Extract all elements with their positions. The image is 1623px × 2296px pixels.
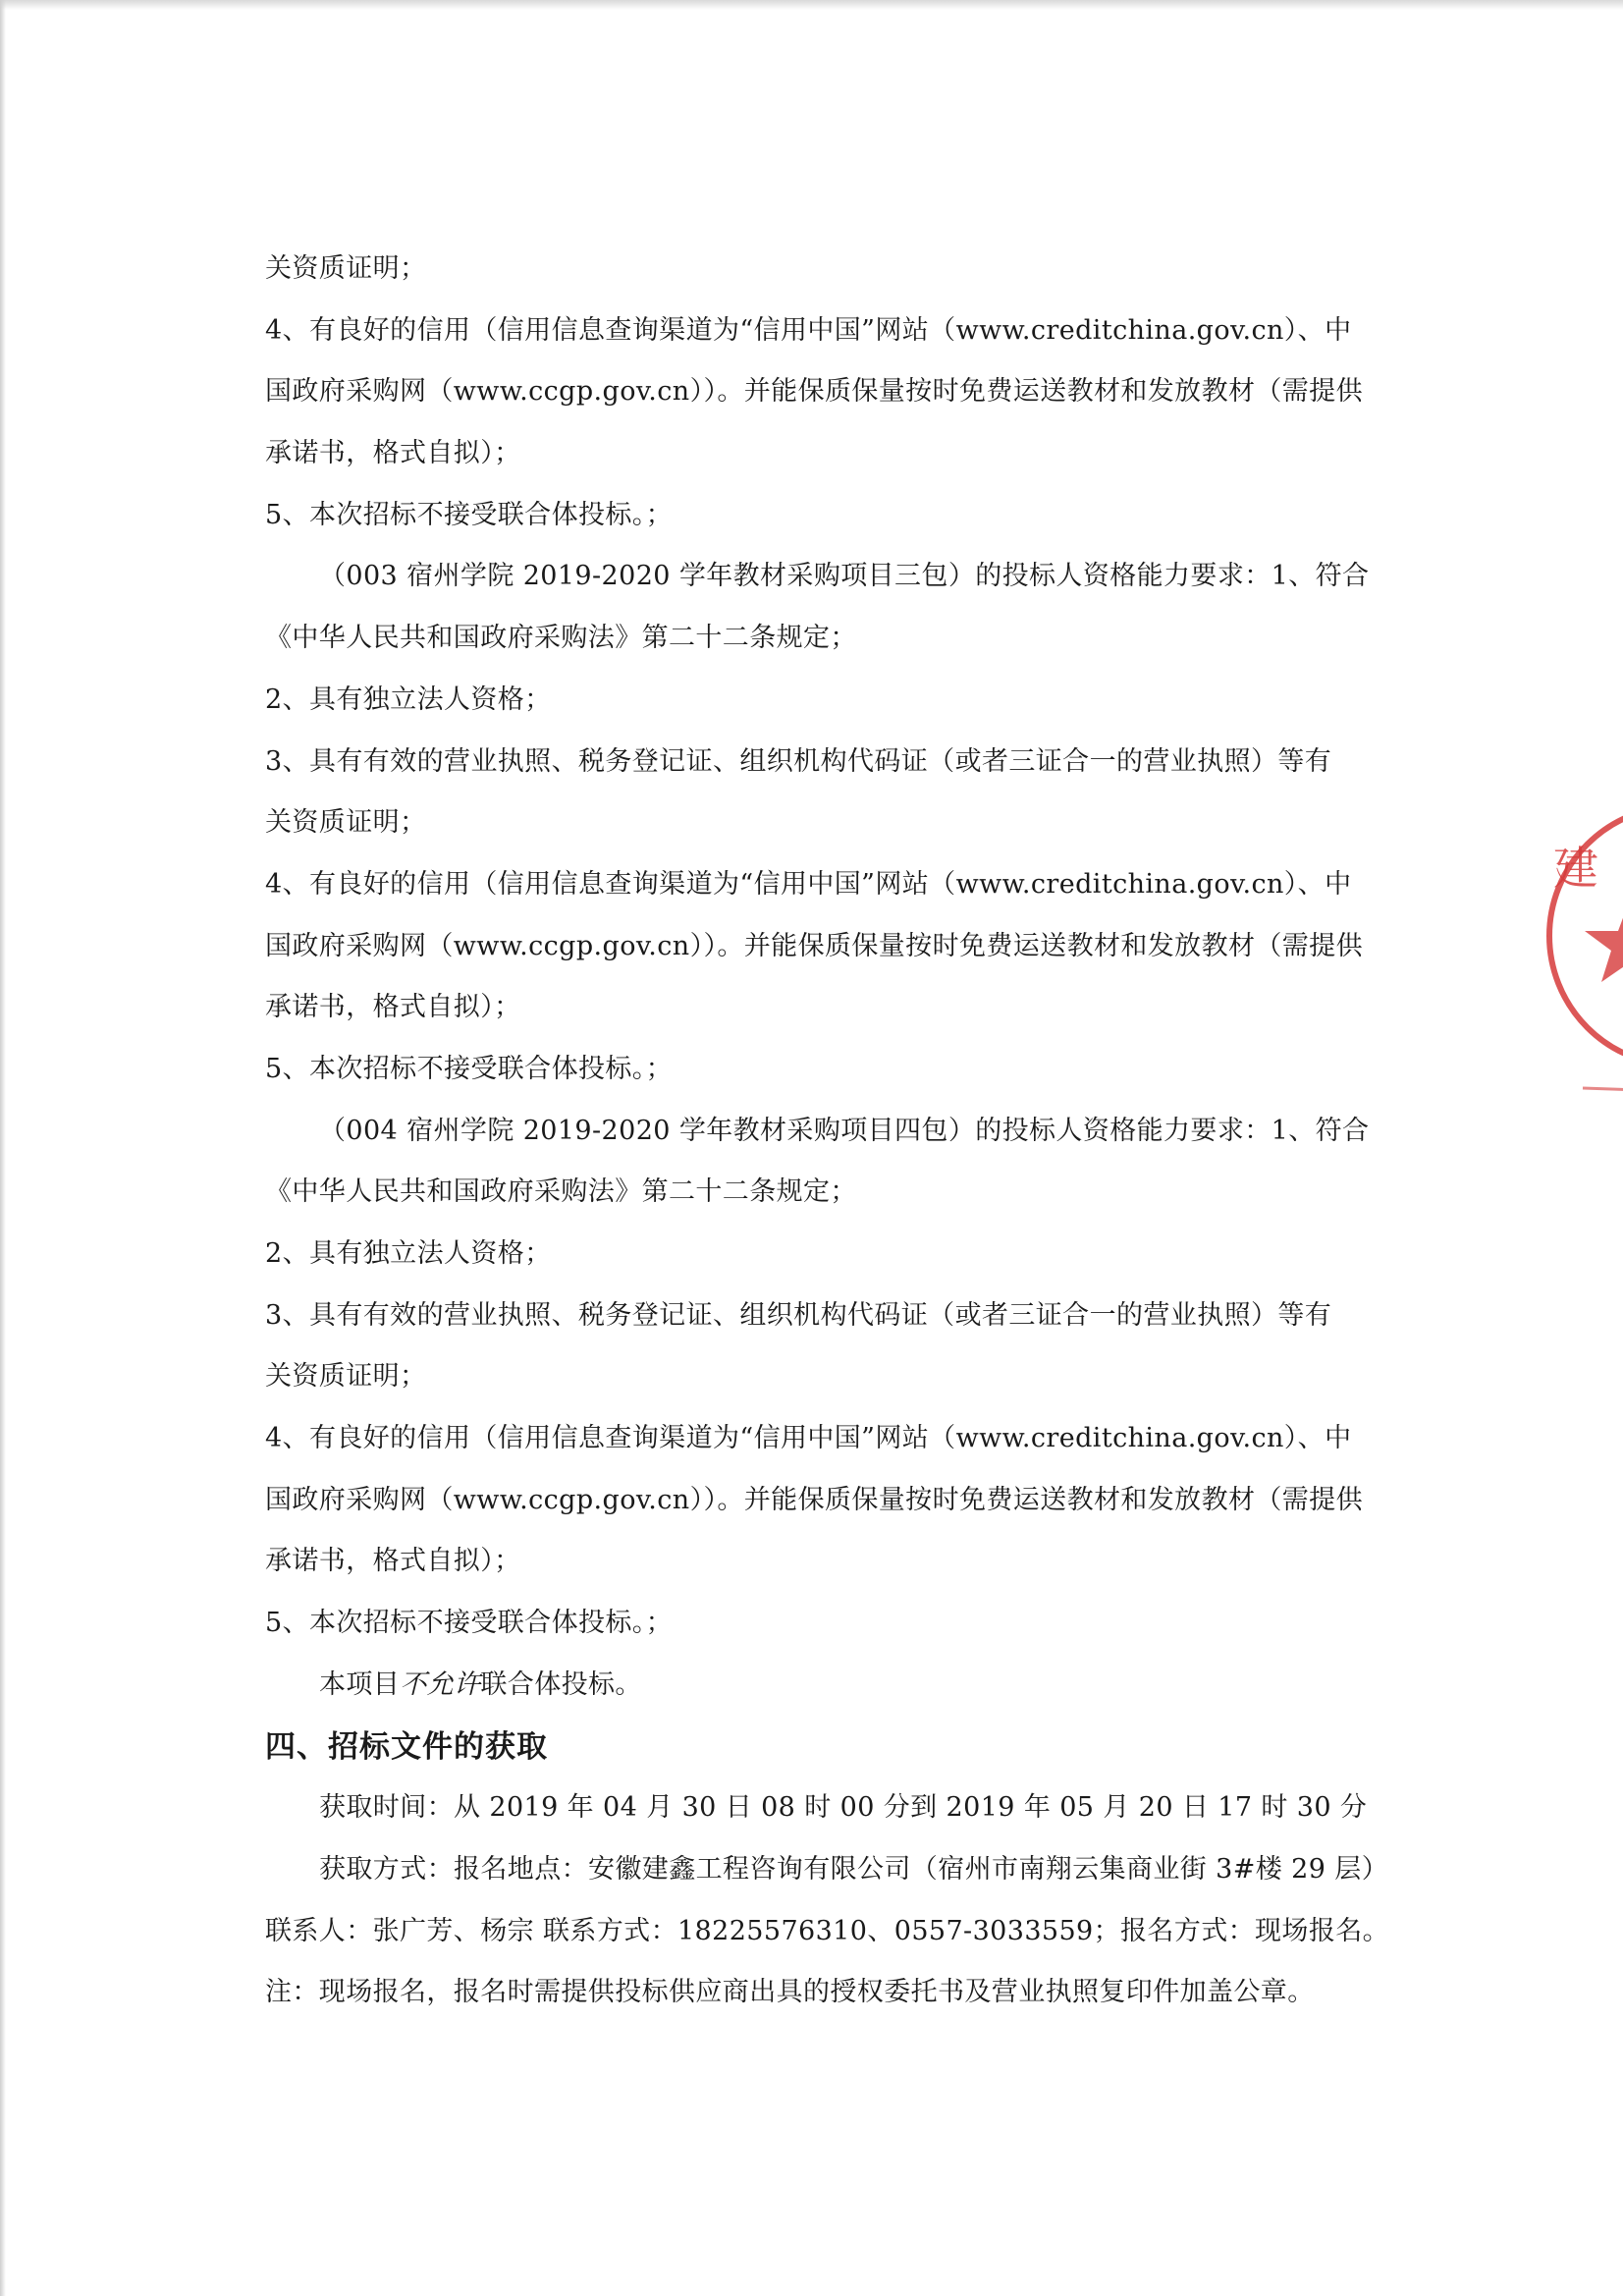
paragraph-line: 3、具有有效的营业执照、税务登记证、组织机构代码证（或者三证合一的营业执照）等有 [265, 745, 1332, 777]
paragraph-line: 关资质证明； [265, 253, 427, 284]
paragraph-line: 4、有良好的信用（信用信息查询渠道为“信用中国”网站（www.creditchina.gov.cn）、中 [265, 868, 1352, 900]
section-four-heading: 四、招标文件的获取 [265, 1728, 548, 1765]
paragraph-line: 2、具有独立法人资格； [265, 683, 552, 715]
seal-star-icon [1585, 900, 1623, 982]
no-consortium-statement [265, 1655, 1355, 1717]
paragraph-line: 《中华人民共和国政府采购法》第二十二条规定； [265, 1176, 857, 1208]
statement-emphasis: 不允许 [400, 1668, 481, 1700]
paragraph-line: 《中华人民共和国政府采购法》第二十二条规定； [265, 623, 857, 654]
package-4-requirements: （004 宿州学院 2019-2020 学年教材采购项目四包）的投标人资格能力要求：1、符合 [319, 1115, 1370, 1146]
scan-shadow-top [0, 0, 1623, 10]
contact-info: 联系人：张广芳、杨宗 联系方式：18225576310、0557-3033559；报名方式：现场报名。 [265, 1915, 1390, 1946]
acquisition-time: 获取时间：从 2019 年 04 月 30 日 08 时 00 分到 2019 年 05 月 20 日 17 时 30 分 [319, 1792, 1368, 1824]
package-3-requirements: （003 宿州学院 2019-2020 学年教材采购项目三包）的投标人资格能力要求：1、符合 [319, 561, 1370, 592]
seal-character: 建 [1553, 842, 1598, 895]
paragraph-line: 国政府采购网（www.ccgp.gov.cn））。并能保质保量按时免费运送教材和发放教材（需提供 [265, 376, 1363, 408]
company-seal-stamp [1532, 793, 1623, 1098]
seal-bottom-mark [1583, 1088, 1623, 1093]
paragraph-line: 5、本次招标不接受联合体投标。； [265, 1053, 674, 1084]
paragraph-line: 承诺书，格式自拟）； [265, 438, 521, 469]
acquisition-method: 获取方式：报名地点：安徽建鑫工程咨询有限公司（宿州市南翔云集商业街 3#楼 29 层） [319, 1853, 1389, 1885]
paragraph-line: 关资质证明； [265, 807, 427, 839]
paragraph-line: 4、有良好的信用（信用信息查询渠道为“信用中国”网站（www.creditchina.gov.cn）、中 [265, 314, 1352, 346]
paragraph-line: 关资质证明； [265, 1361, 427, 1393]
paragraph-line: 承诺书，格式自拟）； [265, 992, 521, 1023]
document-body [265, 239, 1390, 2024]
paragraph-line: 5、本次招标不接受联合体投标。； [265, 1608, 674, 1639]
statement-suffix: 联合体投标。 [480, 1668, 642, 1700]
paragraph-line: 国政府采购网（www.ccgp.gov.cn））。并能保质保量按时免费运送教材和发放教材（需提供 [265, 930, 1363, 961]
paragraph-line: 承诺书，格式自拟）； [265, 1546, 521, 1577]
paragraph-line: 4、有良好的信用（信用信息查询渠道为“信用中国”网站（www.creditchina.gov.cn）、中 [265, 1423, 1352, 1454]
scan-shadow-left [0, 0, 6, 2296]
paragraph-line: 国政府采购网（www.ccgp.gov.cn））。并能保质保量按时免费运送教材和发放教材（需提供 [265, 1484, 1363, 1515]
statement-prefix: 本项目 [319, 1668, 401, 1700]
paragraph-line: 2、具有独立法人资格； [265, 1238, 552, 1269]
registration-note: 注：现场报名，报名时需提供投标供应商出具的授权委托书及营业执照复印件加盖公章。 [265, 1977, 1315, 2008]
paragraph-line: 5、本次招标不接受联合体投标。； [265, 499, 674, 530]
paragraph-line: 3、具有有效的营业执照、税务登记证、组织机构代码证（或者三证合一的营业执照）等有 [265, 1299, 1332, 1331]
